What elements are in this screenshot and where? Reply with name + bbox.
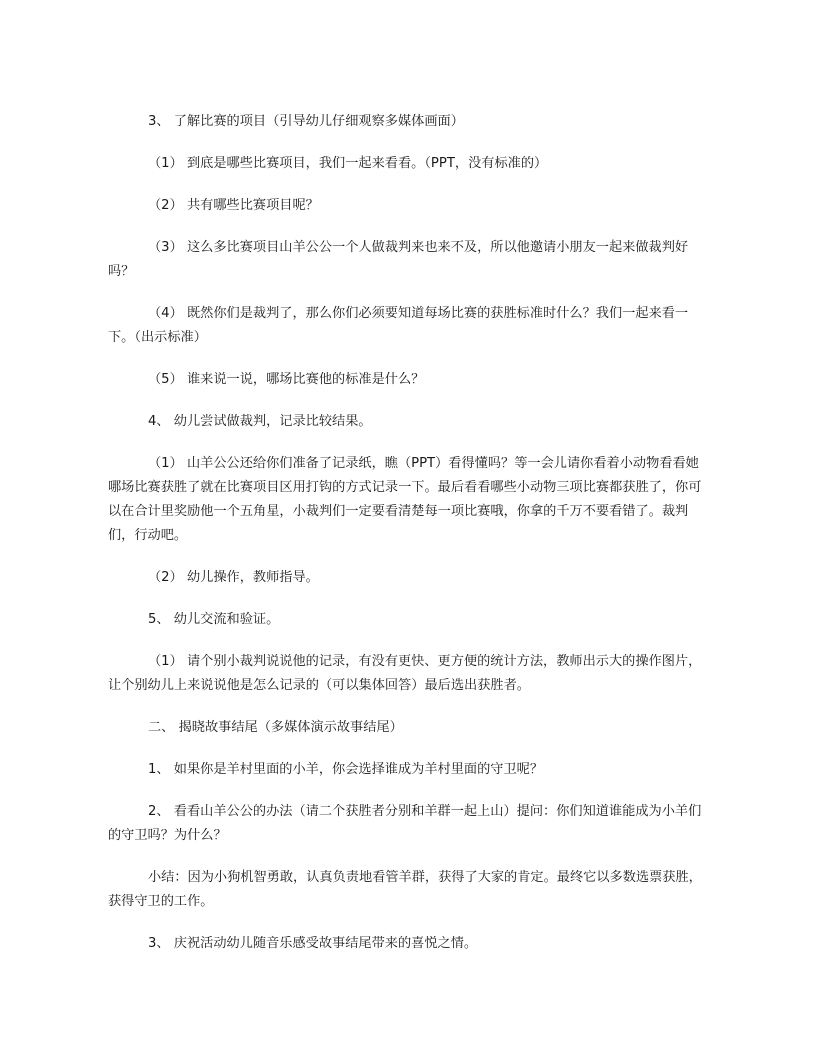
paragraph-item-3: 3、 庆祝活动幼儿随音乐感受故事结尾带来的喜悦之情。 bbox=[148, 936, 478, 951]
section-heading-5: 5、 幼儿交流和验证。 bbox=[148, 612, 280, 627]
paragraph-item-5: （5） 谁来说一说，哪场比赛他的标准是什么？ bbox=[148, 372, 425, 387]
part-heading-2: 二、 揭晓故事结尾（多媒体演示故事结尾） bbox=[148, 720, 403, 735]
paragraph-item-1: （1） 请个别小裁判说说他的记录，有没有更快、更方便的统计方法，教师出示大的操作图片，让个别幼儿上来说说他是怎么记录的（可以集体回答）最后选出获胜者。 bbox=[108, 654, 702, 693]
paragraph-item-2: 2、 看看山羊公公的办法（请二个获胜者分别和羊群一起上山）提问：你们知道谁能成为小羊们的守卫吗？为什么？ bbox=[108, 804, 702, 843]
paragraph-item-1: 1、 如果你是羊村里面的小羊，你会选择谁成为羊村里面的守卫呢？ bbox=[148, 762, 544, 777]
paragraph-item-1: （1） 到底是哪些比赛项目，我们一起来看看。（PPT，没有标准的） bbox=[148, 156, 548, 171]
paragraph-item-3: （3） 这么多比赛项目山羊公公一个人做裁判来也来不及，所以他邀请小朋友一起来做裁判好吗？ bbox=[108, 240, 689, 279]
section-heading-3: 3、 了解比赛的项目（引导幼儿仔细观察多媒体画面） bbox=[148, 114, 464, 129]
summary-paragraph: 小结：因为小狗机智勇敢，认真负责地看管羊群，获得了大家的肯定。最终它以多数选票获胜，获得守卫的工作。 bbox=[108, 870, 702, 909]
paragraph-item-2: （2） 共有哪些比赛项目呢？ bbox=[148, 198, 319, 213]
section-heading-4: 4、 幼儿尝试做裁判，记录比较结果。 bbox=[148, 414, 372, 429]
paragraph-item-2: （2） 幼儿操作，教师指导。 bbox=[148, 570, 319, 585]
paragraph-item-4: （4） 既然你们是裁判了，那么你们必须要知道每场比赛的获胜标准时什么？我们一起来看一下。（出示标准） bbox=[108, 306, 689, 345]
document-body bbox=[108, 110, 708, 956]
paragraph-item-1: （1） 山羊公公还给你们准备了记录纸，瞧（PPT）看得懂吗？等一会儿请你看着小动物看看她哪场比赛获胜了就在比赛项目区用打钩的方式记录一下。最后看看哪些小动物三项比赛都获胜了，你可以在合计里奖励他一个五角星，小裁判们一定要看清楚每一项比赛哦，你拿的千万不要看错了。裁判们，行动吧。 bbox=[108, 456, 702, 543]
